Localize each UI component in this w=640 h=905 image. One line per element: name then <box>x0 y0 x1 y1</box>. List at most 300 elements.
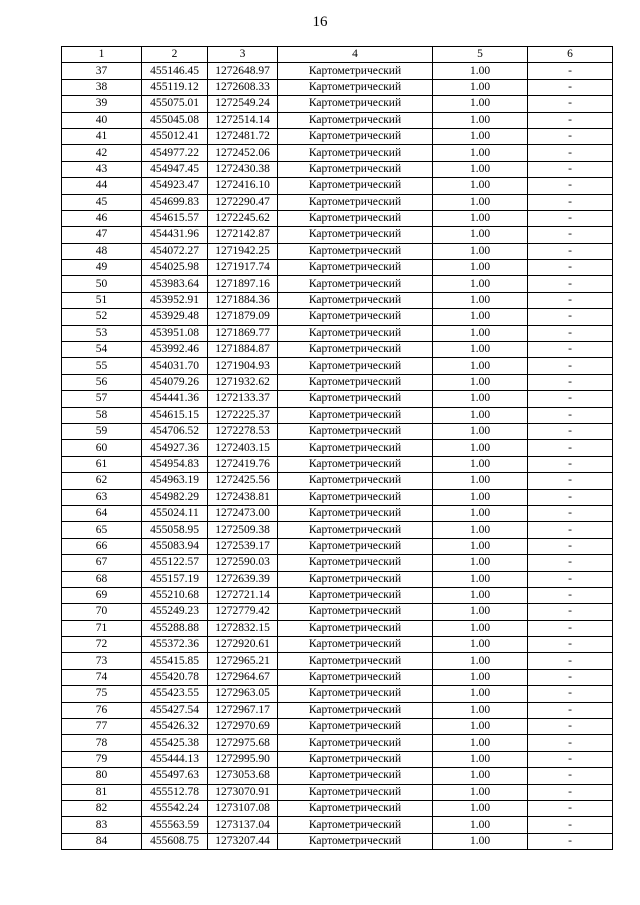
cell-precision: 1.00 <box>433 292 528 308</box>
table-row <box>62 423 613 439</box>
cell-precision: 1.00 <box>433 784 528 800</box>
table-row <box>62 653 613 669</box>
cell-method: Картометрический <box>278 784 433 800</box>
table-row <box>62 669 613 685</box>
cell-method: Картометрический <box>278 555 433 571</box>
cell-point-number: 69 <box>62 587 142 603</box>
cell-x-coordinate: 453983.64 <box>142 276 208 292</box>
cell-method: Картометрический <box>278 702 433 718</box>
cell-note: - <box>528 178 613 194</box>
cell-point-number: 66 <box>62 538 142 554</box>
cell-y-coordinate: 1272639.39 <box>208 571 278 587</box>
cell-note: - <box>528 719 613 735</box>
table-row <box>62 276 613 292</box>
cell-precision: 1.00 <box>433 243 528 259</box>
cell-method: Картометрический <box>278 473 433 489</box>
cell-precision: 1.00 <box>433 489 528 505</box>
cell-point-number: 83 <box>62 817 142 833</box>
cell-x-coordinate: 454079.26 <box>142 374 208 390</box>
cell-precision: 1.00 <box>433 79 528 95</box>
cell-y-coordinate: 1272608.33 <box>208 79 278 95</box>
cell-x-coordinate: 455157.19 <box>142 571 208 587</box>
cell-note: - <box>528 79 613 95</box>
cell-precision: 1.00 <box>433 522 528 538</box>
cell-note: - <box>528 407 613 423</box>
cell-x-coordinate: 455249.23 <box>142 604 208 620</box>
cell-method: Картометрический <box>278 637 433 653</box>
cell-y-coordinate: 1272539.17 <box>208 538 278 554</box>
cell-method: Картометрический <box>278 145 433 161</box>
table-row <box>62 374 613 390</box>
table-row <box>62 407 613 423</box>
cell-method: Картометрический <box>278 276 433 292</box>
table-row <box>62 210 613 226</box>
cell-y-coordinate: 1272995.90 <box>208 751 278 767</box>
cell-point-number: 57 <box>62 391 142 407</box>
cell-precision: 1.00 <box>433 210 528 226</box>
cell-x-coordinate: 453951.08 <box>142 325 208 341</box>
cell-point-number: 49 <box>62 260 142 276</box>
cell-x-coordinate: 455427.54 <box>142 702 208 718</box>
cell-x-coordinate: 455542.24 <box>142 800 208 816</box>
cell-precision: 1.00 <box>433 358 528 374</box>
cell-method: Картометрический <box>278 325 433 341</box>
table-row <box>62 637 613 653</box>
cell-note: - <box>528 161 613 177</box>
cell-precision: 1.00 <box>433 178 528 194</box>
cell-y-coordinate: 1273053.68 <box>208 768 278 784</box>
cell-y-coordinate: 1271897.16 <box>208 276 278 292</box>
table-row <box>62 178 613 194</box>
cell-precision: 1.00 <box>433 391 528 407</box>
table-row <box>62 784 613 800</box>
cell-precision: 1.00 <box>433 128 528 144</box>
cell-note: - <box>528 620 613 636</box>
cell-note: - <box>528 571 613 587</box>
table-row <box>62 489 613 505</box>
table-row <box>62 719 613 735</box>
cell-point-number: 79 <box>62 751 142 767</box>
column-header: 4 <box>278 47 433 63</box>
cell-y-coordinate: 1272452.06 <box>208 145 278 161</box>
table-row <box>62 751 613 767</box>
cell-x-coordinate: 454072.27 <box>142 243 208 259</box>
cell-point-number: 64 <box>62 505 142 521</box>
cell-y-coordinate: 1271884.87 <box>208 342 278 358</box>
cell-y-coordinate: 1272549.24 <box>208 96 278 112</box>
cell-note: - <box>528 473 613 489</box>
cell-x-coordinate: 455058.95 <box>142 522 208 538</box>
cell-note: - <box>528 112 613 128</box>
cell-y-coordinate: 1272438.81 <box>208 489 278 505</box>
cell-precision: 1.00 <box>433 833 528 849</box>
cell-method: Картометрический <box>278 194 433 210</box>
cell-method: Картометрический <box>278 653 433 669</box>
cell-point-number: 67 <box>62 555 142 571</box>
cell-precision: 1.00 <box>433 423 528 439</box>
cell-x-coordinate: 455122.57 <box>142 555 208 571</box>
cell-y-coordinate: 1272278.53 <box>208 423 278 439</box>
cell-x-coordinate: 454982.29 <box>142 489 208 505</box>
cell-method: Картометрический <box>278 63 433 79</box>
cell-precision: 1.00 <box>433 538 528 554</box>
cell-y-coordinate: 1272975.68 <box>208 735 278 751</box>
cell-x-coordinate: 455512.78 <box>142 784 208 800</box>
cell-point-number: 56 <box>62 374 142 390</box>
cell-precision: 1.00 <box>433 637 528 653</box>
cell-method: Картометрический <box>278 96 433 112</box>
cell-method: Картометрический <box>278 178 433 194</box>
cell-note: - <box>528 276 613 292</box>
cell-x-coordinate: 455444.13 <box>142 751 208 767</box>
table-row <box>62 555 613 571</box>
cell-point-number: 51 <box>62 292 142 308</box>
column-header: 5 <box>433 47 528 63</box>
cell-point-number: 81 <box>62 784 142 800</box>
cell-note: - <box>528 440 613 456</box>
cell-method: Картометрический <box>278 374 433 390</box>
cell-y-coordinate: 1272225.37 <box>208 407 278 423</box>
table-row <box>62 112 613 128</box>
cell-point-number: 65 <box>62 522 142 538</box>
cell-method: Картометрический <box>278 292 433 308</box>
cell-method: Картометрический <box>278 735 433 751</box>
cell-point-number: 45 <box>62 194 142 210</box>
cell-point-number: 82 <box>62 800 142 816</box>
cell-point-number: 52 <box>62 309 142 325</box>
table-row <box>62 292 613 308</box>
cell-y-coordinate: 1271869.77 <box>208 325 278 341</box>
cell-point-number: 70 <box>62 604 142 620</box>
cell-y-coordinate: 1272967.17 <box>208 702 278 718</box>
cell-note: - <box>528 538 613 554</box>
cell-note: - <box>528 669 613 685</box>
cell-point-number: 63 <box>62 489 142 505</box>
cell-y-coordinate: 1272481.72 <box>208 128 278 144</box>
table-row <box>62 440 613 456</box>
cell-point-number: 72 <box>62 637 142 653</box>
cell-x-coordinate: 453929.48 <box>142 309 208 325</box>
cell-method: Картометрический <box>278 522 433 538</box>
cell-point-number: 59 <box>62 423 142 439</box>
cell-y-coordinate: 1271884.36 <box>208 292 278 308</box>
cell-x-coordinate: 455146.45 <box>142 63 208 79</box>
table-row <box>62 702 613 718</box>
cell-point-number: 84 <box>62 833 142 849</box>
cell-y-coordinate: 1272473.00 <box>208 505 278 521</box>
cell-precision: 1.00 <box>433 112 528 128</box>
cell-y-coordinate: 1271904.93 <box>208 358 278 374</box>
cell-y-coordinate: 1272425.56 <box>208 473 278 489</box>
cell-x-coordinate: 455012.41 <box>142 128 208 144</box>
cell-precision: 1.00 <box>433 456 528 472</box>
table-row <box>62 587 613 603</box>
cell-y-coordinate: 1272721.14 <box>208 587 278 603</box>
table-row <box>62 309 613 325</box>
cell-method: Картометрический <box>278 489 433 505</box>
cell-point-number: 80 <box>62 768 142 784</box>
cell-precision: 1.00 <box>433 653 528 669</box>
cell-precision: 1.00 <box>433 145 528 161</box>
cell-method: Картометрический <box>278 817 433 833</box>
table-row <box>62 686 613 702</box>
cell-method: Картометрический <box>278 79 433 95</box>
cell-method: Картометрический <box>278 719 433 735</box>
cell-method: Картометрический <box>278 440 433 456</box>
cell-point-number: 62 <box>62 473 142 489</box>
cell-x-coordinate: 455119.12 <box>142 79 208 95</box>
cell-precision: 1.00 <box>433 555 528 571</box>
table-row <box>62 79 613 95</box>
cell-y-coordinate: 1272965.21 <box>208 653 278 669</box>
cell-point-number: 54 <box>62 342 142 358</box>
table-row <box>62 522 613 538</box>
cell-y-coordinate: 1273107.08 <box>208 800 278 816</box>
cell-point-number: 55 <box>62 358 142 374</box>
cell-y-coordinate: 1272509.38 <box>208 522 278 538</box>
cell-method: Картометрический <box>278 260 433 276</box>
cell-y-coordinate: 1271932.62 <box>208 374 278 390</box>
cell-y-coordinate: 1273207.44 <box>208 833 278 849</box>
column-header: 2 <box>142 47 208 63</box>
cell-note: - <box>528 423 613 439</box>
column-header: 6 <box>528 47 613 63</box>
cell-y-coordinate: 1271917.74 <box>208 260 278 276</box>
cell-x-coordinate: 455024.11 <box>142 505 208 521</box>
cell-method: Картометрический <box>278 538 433 554</box>
cell-y-coordinate: 1272133.37 <box>208 391 278 407</box>
cell-x-coordinate: 455288.88 <box>142 620 208 636</box>
cell-method: Картометрический <box>278 800 433 816</box>
cell-method: Картометрический <box>278 112 433 128</box>
cell-y-coordinate: 1272648.97 <box>208 63 278 79</box>
cell-precision: 1.00 <box>433 260 528 276</box>
cell-point-number: 46 <box>62 210 142 226</box>
cell-point-number: 41 <box>62 128 142 144</box>
cell-precision: 1.00 <box>433 342 528 358</box>
cell-method: Картометрический <box>278 669 433 685</box>
cell-note: - <box>528 735 613 751</box>
table-row <box>62 227 613 243</box>
cell-precision: 1.00 <box>433 276 528 292</box>
cell-x-coordinate: 455075.01 <box>142 96 208 112</box>
table-row <box>62 456 613 472</box>
cell-point-number: 48 <box>62 243 142 259</box>
cell-x-coordinate: 454706.52 <box>142 423 208 439</box>
cell-y-coordinate: 1272970.69 <box>208 719 278 735</box>
cell-x-coordinate: 454927.36 <box>142 440 208 456</box>
cell-point-number: 40 <box>62 112 142 128</box>
table-row <box>62 833 613 849</box>
cell-method: Картометрический <box>278 227 433 243</box>
cell-precision: 1.00 <box>433 768 528 784</box>
cell-point-number: 76 <box>62 702 142 718</box>
cell-note: - <box>528 145 613 161</box>
table-row <box>62 128 613 144</box>
cell-note: - <box>528 637 613 653</box>
cell-precision: 1.00 <box>433 227 528 243</box>
table-row <box>62 768 613 784</box>
cell-precision: 1.00 <box>433 194 528 210</box>
cell-x-coordinate: 455563.59 <box>142 817 208 833</box>
cell-precision: 1.00 <box>433 374 528 390</box>
cell-note: - <box>528 800 613 816</box>
cell-note: - <box>528 456 613 472</box>
cell-precision: 1.00 <box>433 800 528 816</box>
cell-y-coordinate: 1272419.76 <box>208 456 278 472</box>
cell-precision: 1.00 <box>433 735 528 751</box>
cell-y-coordinate: 1272964.67 <box>208 669 278 685</box>
cell-y-coordinate: 1271879.09 <box>208 309 278 325</box>
cell-note: - <box>528 833 613 849</box>
cell-y-coordinate: 1272245.62 <box>208 210 278 226</box>
cell-point-number: 44 <box>62 178 142 194</box>
cell-x-coordinate: 453992.46 <box>142 342 208 358</box>
cell-point-number: 71 <box>62 620 142 636</box>
cell-note: - <box>528 702 613 718</box>
cell-x-coordinate: 455420.78 <box>142 669 208 685</box>
table-row <box>62 145 613 161</box>
cell-point-number: 50 <box>62 276 142 292</box>
cell-precision: 1.00 <box>433 96 528 112</box>
cell-y-coordinate: 1272416.10 <box>208 178 278 194</box>
table-row <box>62 473 613 489</box>
cell-point-number: 77 <box>62 719 142 735</box>
table-row <box>62 243 613 259</box>
cell-y-coordinate: 1272920.61 <box>208 637 278 653</box>
cell-x-coordinate: 455425.38 <box>142 735 208 751</box>
cell-method: Картометрический <box>278 243 433 259</box>
cell-method: Картометрический <box>278 407 433 423</box>
cell-method: Картометрический <box>278 505 433 521</box>
cell-precision: 1.00 <box>433 161 528 177</box>
cell-y-coordinate: 1273070.91 <box>208 784 278 800</box>
cell-method: Картометрический <box>278 309 433 325</box>
cell-x-coordinate: 455372.36 <box>142 637 208 653</box>
cell-x-coordinate: 454431.96 <box>142 227 208 243</box>
cell-x-coordinate: 455497.63 <box>142 768 208 784</box>
cell-point-number: 60 <box>62 440 142 456</box>
cell-y-coordinate: 1272779.42 <box>208 604 278 620</box>
cell-method: Картометрический <box>278 210 433 226</box>
table-row <box>62 571 613 587</box>
cell-note: - <box>528 555 613 571</box>
cell-note: - <box>528 489 613 505</box>
cell-method: Картометрический <box>278 587 433 603</box>
cell-note: - <box>528 325 613 341</box>
cell-x-coordinate: 455415.85 <box>142 653 208 669</box>
cell-point-number: 38 <box>62 79 142 95</box>
cell-note: - <box>528 505 613 521</box>
cell-method: Картометрический <box>278 161 433 177</box>
cell-x-coordinate: 454025.98 <box>142 260 208 276</box>
cell-x-coordinate: 455083.94 <box>142 538 208 554</box>
cell-precision: 1.00 <box>433 309 528 325</box>
cell-note: - <box>528 292 613 308</box>
cell-note: - <box>528 817 613 833</box>
table-header-row <box>62 47 613 63</box>
cell-x-coordinate: 454977.22 <box>142 145 208 161</box>
cell-method: Картометрический <box>278 358 433 374</box>
cell-method: Картометрический <box>278 128 433 144</box>
cell-precision: 1.00 <box>433 407 528 423</box>
cell-x-coordinate: 454441.36 <box>142 391 208 407</box>
cell-precision: 1.00 <box>433 587 528 603</box>
cell-precision: 1.00 <box>433 751 528 767</box>
cell-y-coordinate: 1272590.03 <box>208 555 278 571</box>
cell-x-coordinate: 455045.08 <box>142 112 208 128</box>
cell-precision: 1.00 <box>433 440 528 456</box>
cell-point-number: 61 <box>62 456 142 472</box>
cell-precision: 1.00 <box>433 473 528 489</box>
table-body <box>62 63 613 850</box>
cell-point-number: 74 <box>62 669 142 685</box>
cell-precision: 1.00 <box>433 505 528 521</box>
cell-note: - <box>528 309 613 325</box>
cell-x-coordinate: 454954.83 <box>142 456 208 472</box>
cell-note: - <box>528 128 613 144</box>
table-row <box>62 96 613 112</box>
table-row <box>62 358 613 374</box>
table-row <box>62 391 613 407</box>
cell-method: Картометрический <box>278 456 433 472</box>
cell-point-number: 37 <box>62 63 142 79</box>
cell-method: Картометрический <box>278 423 433 439</box>
table-row <box>62 63 613 79</box>
table-row <box>62 800 613 816</box>
cell-y-coordinate: 1272832.15 <box>208 620 278 636</box>
cell-note: - <box>528 63 613 79</box>
cell-precision: 1.00 <box>433 63 528 79</box>
cell-method: Картометрический <box>278 833 433 849</box>
table-row <box>62 817 613 833</box>
cell-note: - <box>528 374 613 390</box>
page-number: 16 <box>312 14 328 30</box>
cell-note: - <box>528 587 613 603</box>
cell-note: - <box>528 522 613 538</box>
cell-x-coordinate: 454963.19 <box>142 473 208 489</box>
cell-precision: 1.00 <box>433 325 528 341</box>
column-header: 3 <box>208 47 278 63</box>
cell-x-coordinate: 455423.55 <box>142 686 208 702</box>
cell-method: Картометрический <box>278 571 433 587</box>
cell-precision: 1.00 <box>433 817 528 833</box>
cell-point-number: 78 <box>62 735 142 751</box>
table-row <box>62 538 613 554</box>
cell-x-coordinate: 455210.68 <box>142 587 208 603</box>
cell-x-coordinate: 454615.15 <box>142 407 208 423</box>
cell-precision: 1.00 <box>433 686 528 702</box>
cell-y-coordinate: 1271942.25 <box>208 243 278 259</box>
table-row <box>62 161 613 177</box>
table-row <box>62 342 613 358</box>
cell-point-number: 68 <box>62 571 142 587</box>
cell-x-coordinate: 453952.91 <box>142 292 208 308</box>
cell-y-coordinate: 1273137.04 <box>208 817 278 833</box>
cell-note: - <box>528 260 613 276</box>
cell-point-number: 53 <box>62 325 142 341</box>
cell-note: - <box>528 243 613 259</box>
coordinates-table <box>61 46 613 850</box>
table-row <box>62 325 613 341</box>
cell-note: - <box>528 768 613 784</box>
cell-note: - <box>528 194 613 210</box>
cell-note: - <box>528 96 613 112</box>
cell-y-coordinate: 1272403.15 <box>208 440 278 456</box>
cell-note: - <box>528 342 613 358</box>
table-row <box>62 735 613 751</box>
cell-point-number: 58 <box>62 407 142 423</box>
